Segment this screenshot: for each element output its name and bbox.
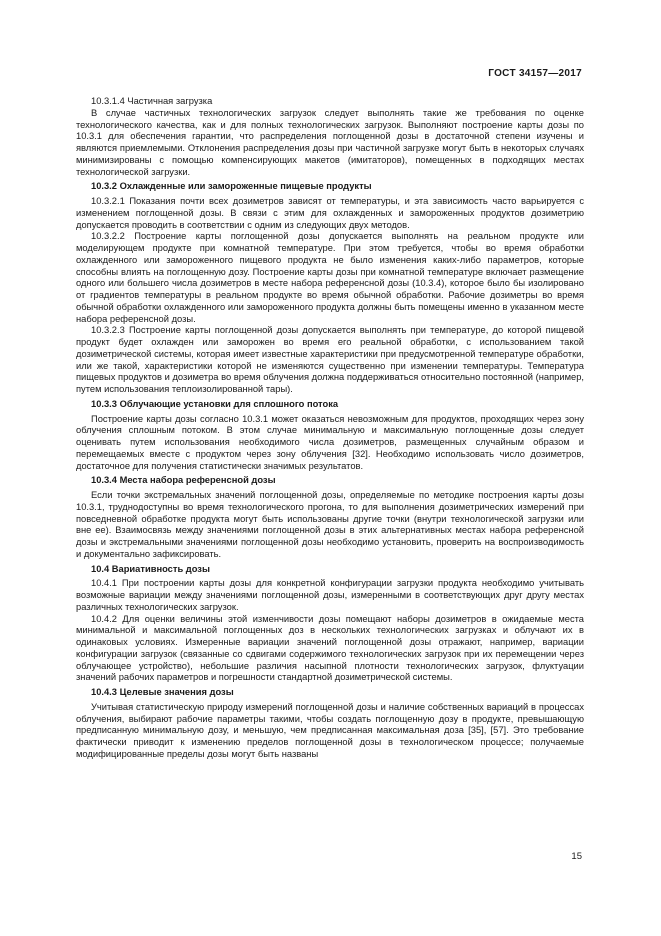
paragraph: 10.3.2.3 Построение карты поглощенной дозы допускается выполнять при температуре, до которой пищевой продукт будет охлажден или заморожен во время его реальной обработки, с использованием такой дозиметрической системы, которая имеет известные характеристики при предусмотренной температуре обработки, или же такой, характеристики которой не изменяются существенно при изменении температуры. Температура пищевых продуктов и дозиметра во время облучения должна поддерживаться относительно постоянной (например, путем использования теплоизолированной тары). <box>76 325 584 394</box>
standard-code: ГОСТ 34157—2017 <box>488 68 582 79</box>
page-number: 15 <box>571 851 582 862</box>
section-heading: 10.4 Вариативность дозы <box>91 563 210 574</box>
paragraph: В случае частичных технологических загрузок следует выполнять такие же требования по оценке технологического качества, как и для полных технологических загрузок. Выполняют построение карты дозы по 10.3.1 для обеспечения гарантии, что распределения поглощенной дозы в достаточной степени изучены и являются приемлемыми. Отклонения распределения дозы при частичной загрузке могут быть в некоторых случаях минимизированы с помощью компенсирующих макетов (имитаторов), помещенных в подходящих местах технологической загрузки. <box>76 107 584 177</box>
paragraph: 10.3.2.1 Показания почти всех дозиметров зависят от температуры, и эта зависимость часто варьируется с изменением поглощенной дозы. В связи с этим для охлажденных и замороженных продуктов дозиметрию допускается проводить в соответствии с одним из следующих двух методов. <box>76 196 584 230</box>
subsection-title: 10.3.1.4 Частичная загрузка <box>91 96 213 106</box>
paragraph: Построение карты дозы согласно 10.3.1 может оказаться невозможным для продуктов, проходящих через зону облучения сплошным потоком. В этом случае минимальную и максимальную поглощенные дозы следует оценивать путем использования необходимого числа дозиметров, размещенных случайным образом и перемещаемых вместе с продуктом через зону облучения [32]. Необходимо использовать число дозиметров, достаточное для получения статистически значимых результатов. <box>76 413 584 471</box>
paragraph: 10.4.1 При построении карты дозы для конкретной конфигурации загрузки продукта необходимо учитывать возможные вариации между значениями поглощенной дозы, измеренными в соответствующих друг другу местах различных технологических загрузок. <box>76 578 584 612</box>
paragraph: 10.3.2.2 Построение карты поглощенной дозы допускается выполнять на реальном продукте или моделирующем продукте при комнатной температуре. При этом требуется, чтобы во время обработки охлажденного или замороженного пищевого продукта не было изменения каких-либо параметров, которые способны влиять на поглощенную дозу. Построение карты дозы при комнатной температуре включает размещение одного или большего числа дозиметров в месте набора референсной дозы (10.3.4), которое было бы изолировано от градиентов температуры в реальном продукте во время обычной обработки. Рабочие дозиметры во время обычной обработки охлажденного или замороженного продукта должны быть помещены именно в указанном месте набора референсной дозы. <box>76 231 584 324</box>
paragraph: Если точки экстремальных значений поглощенной дозы, определяемые по методике построения карты дозы 10.3.1, труднодоступны во время технологического прогона, то для выполнения дозиметрических измерений при повседневной обработке продукта могут быть использованы другие точки (внутри технологической загрузки или вне ее). Взаимосвязь между значениями поглощенной дозы в этих альтернативных местах набора референсной дозы и экстремальными значениями поглощенной дозы необходимо установить, проверить на воспроизводимость и документально зафиксировать. <box>76 490 584 559</box>
document-body <box>76 96 584 761</box>
paragraph: 10.4.2 Для оценки величины этой изменчивости дозы помещают наборы дозиметров в ожидаемые места минимальной и максимальной поглощенных доз в нескольких технологических загрузках и облучают их в одинаковых условиях. Измеренные вариации значений поглощенной дозы отражают, например, вариации конфигурации загрузок (связанные со сдвигами содержимого технологических загрузок при их перемещении через облучающее устройство), небольшие различия насыпной плотности технологических загрузок, флуктуации значений рабочих параметров и погрешности стандартной дозиметрической системы. <box>76 613 584 683</box>
section-heading: 10.3.3 Облучающие установки для сплошного потока <box>91 398 339 409</box>
section-heading: 10.3.4 Места набора референсной дозы <box>91 475 276 486</box>
section-heading: 10.4.3 Целевые значения дозы <box>91 687 234 697</box>
section-heading: 10.3.2 Охлажденные или замороженные пищевые продукты <box>91 181 372 192</box>
paragraph: Учитывая статистическую природу измерений поглощенной дозы и наличие собственных вариаций в процессах облучения, выбирают рабочие параметры такими, чтобы создать поглощенную дозу в продукте, превышающую предписанную минимальную дозу, и меньшую, чем предписанная максимальная доза [35], [57]. Это требование фактически приводит к изменению пределов поглощенной дозы в технологическом процессе; получаемые модифицированные пределы дозы могут быть названы <box>76 701 584 759</box>
